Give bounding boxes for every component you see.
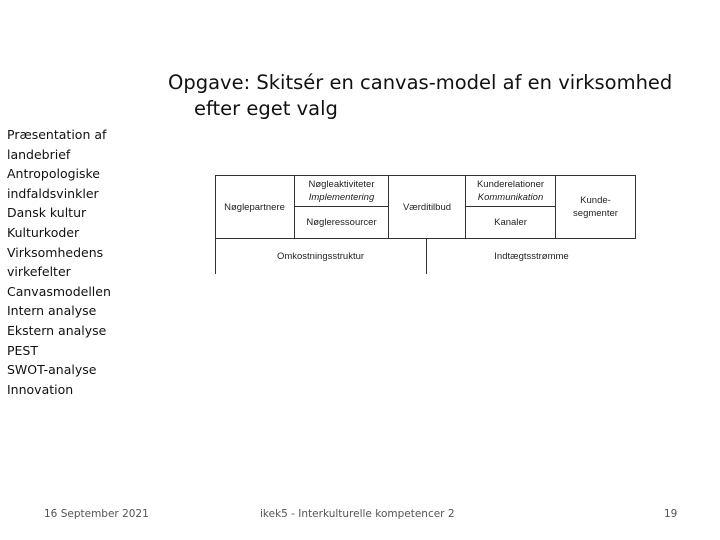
slide-title-line1: Opgave: Skitsér en canvas-model af en virksomhed <box>168 71 673 94</box>
topic-item: Canvasmodellen <box>7 283 111 299</box>
canvas-border-right <box>635 175 636 239</box>
channels-label: Kanaler <box>494 217 527 228</box>
business-model-canvas <box>215 175 636 274</box>
topic-item: Innovation <box>7 381 74 397</box>
topic-item: Kulturkoder <box>7 224 80 240</box>
value-proposition-label: Værditilbud <box>402 202 452 213</box>
footer-page-number: 19 <box>664 508 678 520</box>
cost-structure-label: Omkostningsstruktur <box>276 251 365 262</box>
customer-segments-label-2: segmenter <box>573 208 618 219</box>
key-resources-label: Nøgleressourcer <box>306 217 377 228</box>
slide-title-line2: efter eget valg <box>194 97 338 120</box>
topic-item: Ekstern analyse <box>7 322 107 338</box>
communication-label: Kommunikation <box>477 192 544 203</box>
canvas-divider-activities <box>295 206 388 207</box>
key-partners-label: Nøglepartnere <box>224 202 285 213</box>
footer-date: 16 September 2021 <box>44 508 149 520</box>
key-activities-label: Nøgleaktiviteter <box>308 179 375 190</box>
topic-item: Virksomhedens <box>7 244 104 260</box>
topic-item: landebrief <box>7 146 71 162</box>
topic-item: Intern analyse <box>7 303 97 319</box>
customer-relations-label: Kunderelationer <box>476 179 545 190</box>
implementation-label: Implementering <box>308 192 375 203</box>
canvas-border-top <box>215 175 636 176</box>
canvas-divider-v4 <box>555 175 556 238</box>
customer-segments-label-1: Kunde- <box>580 195 611 206</box>
topic-list <box>7 125 137 399</box>
footer-course: ikek5 - Interkulturelle kompetencer 2 <box>260 508 455 520</box>
slide-title <box>168 70 698 122</box>
topic-item: indfaldsvinkler <box>7 185 99 201</box>
topic-item: Dansk kultur <box>7 205 87 221</box>
revenue-streams-label: Indtægtsstrømme <box>494 251 569 262</box>
topic-item: Antropologiske <box>7 166 100 182</box>
topic-item: virkefelter <box>7 264 71 280</box>
canvas-divider-relations <box>466 206 555 207</box>
topic-item: SWOT-analyse <box>7 362 97 378</box>
topic-item: PEST <box>7 342 39 358</box>
topic-item: Præsentation af <box>7 127 107 142</box>
